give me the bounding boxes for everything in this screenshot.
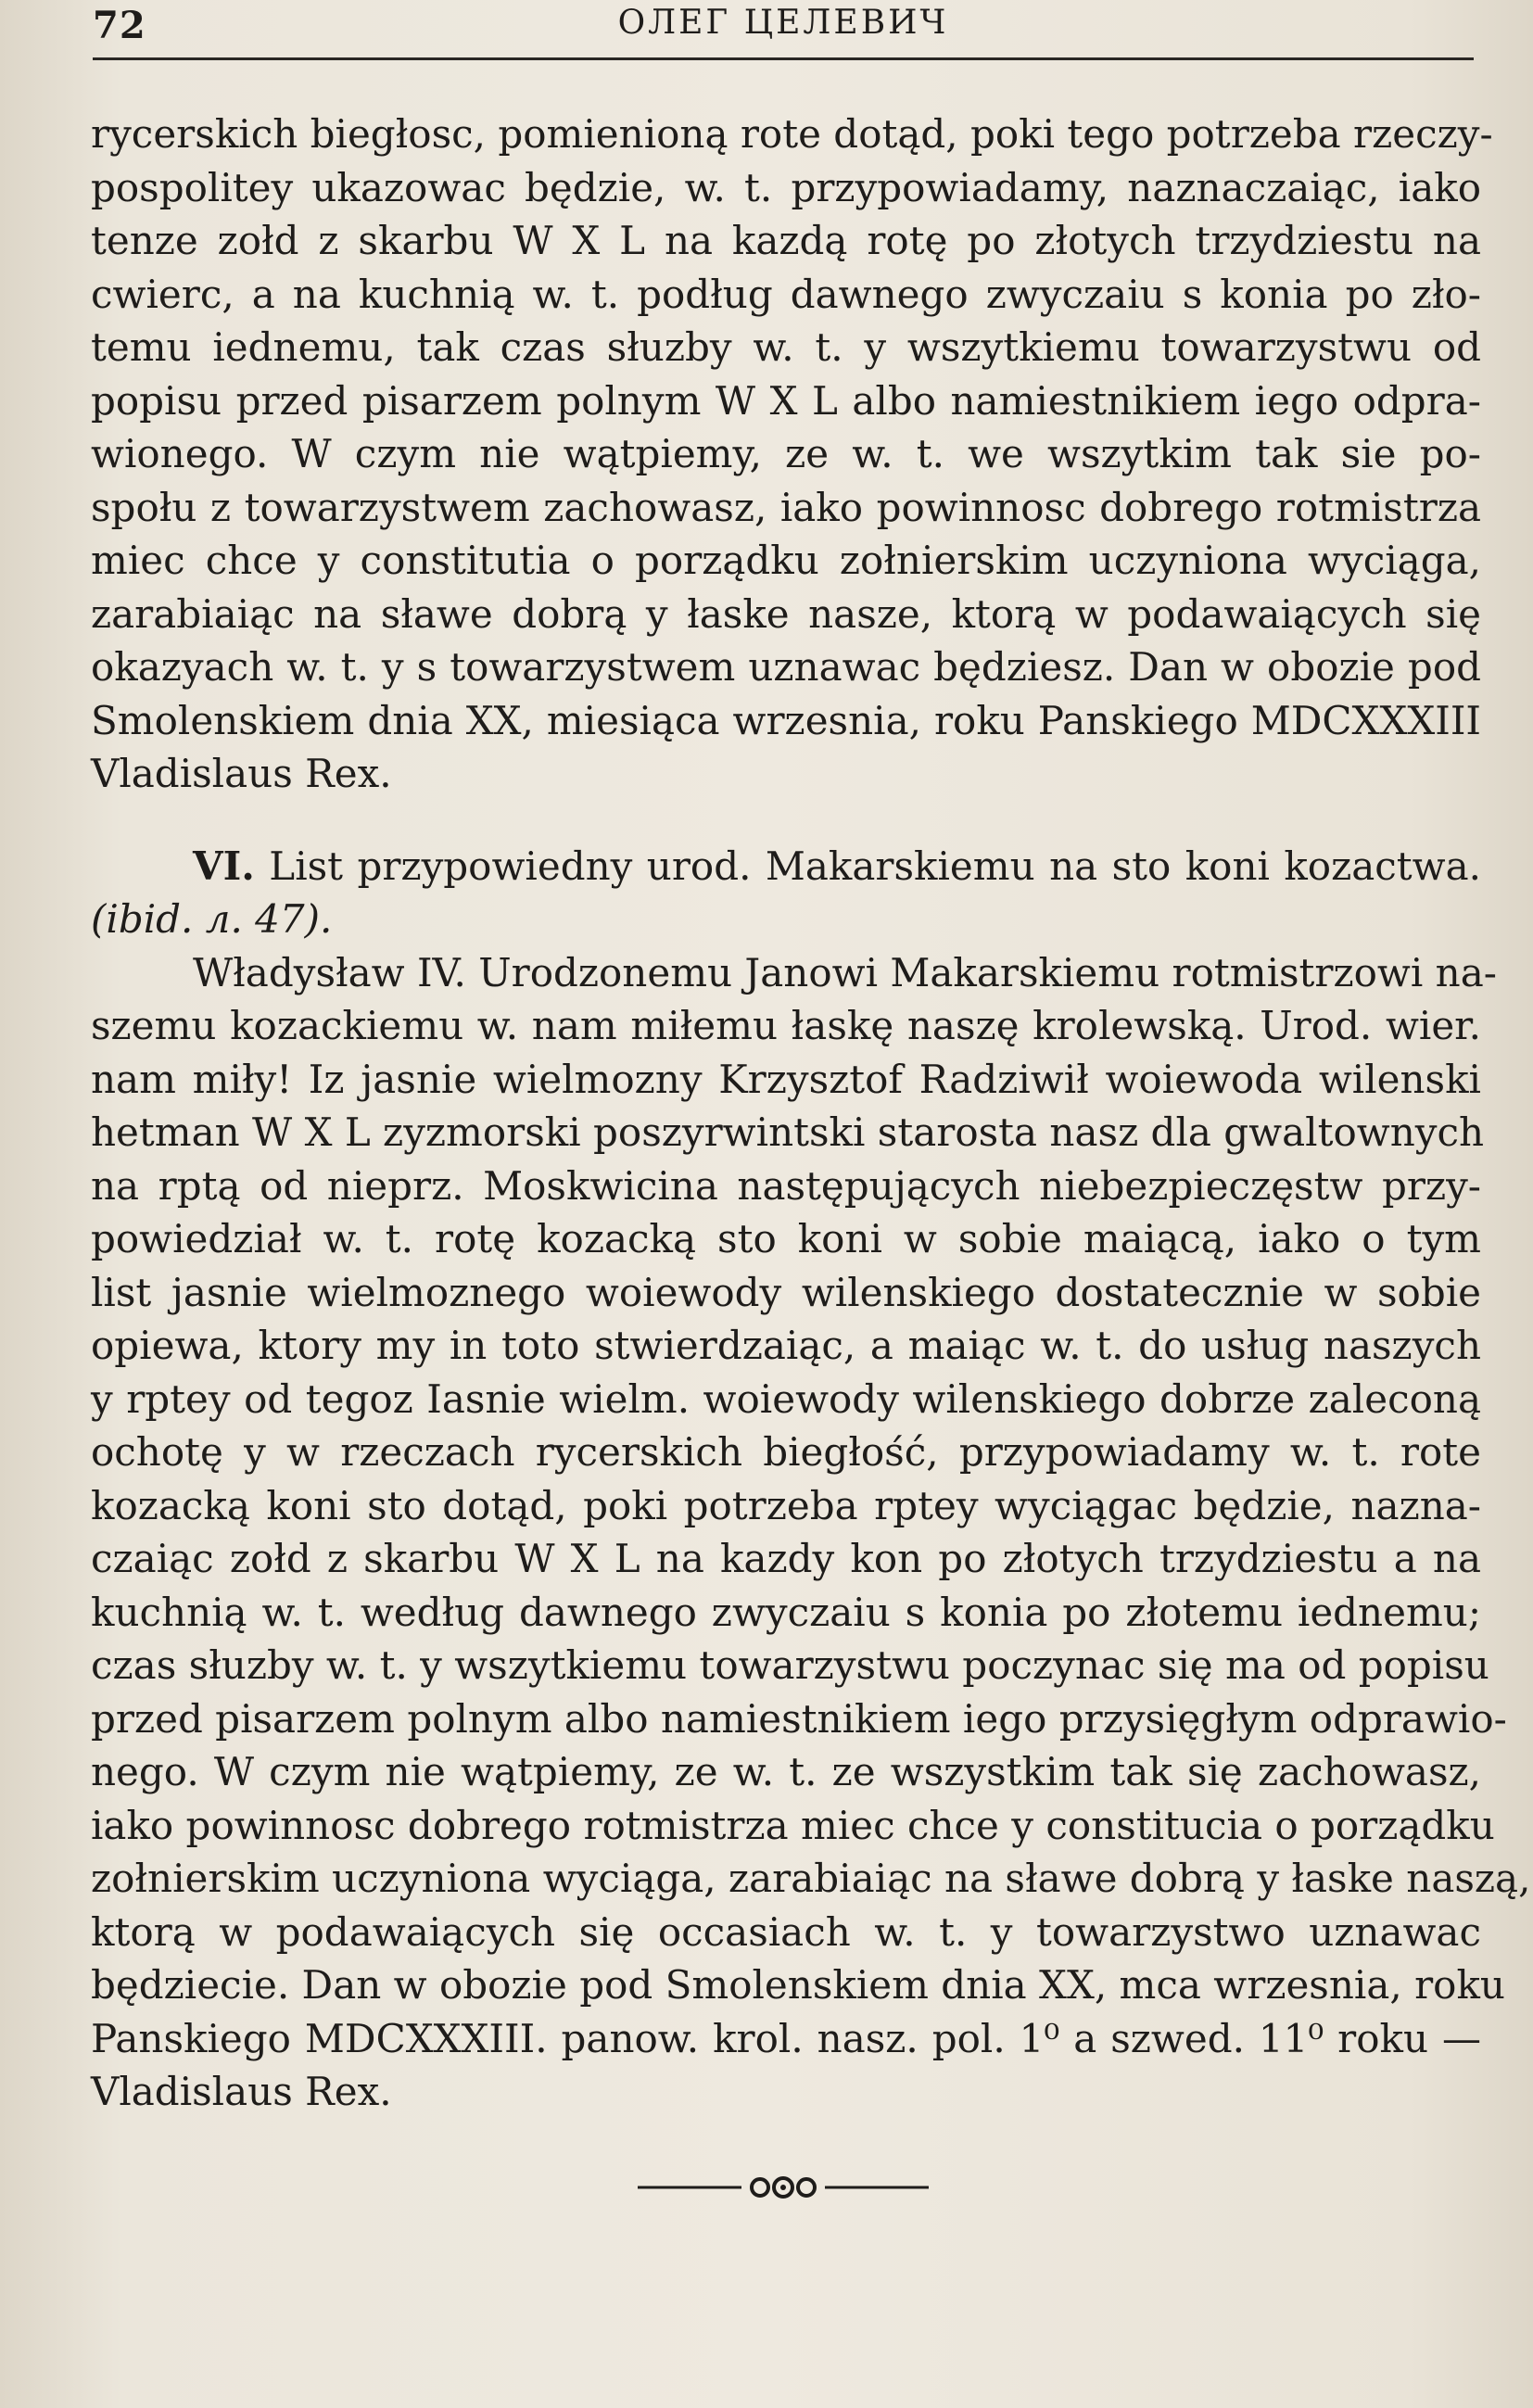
text-line: powiedział w. t. rotę kozacką sto koni w sobie maiącą, iako o tym xyxy=(91,1216,1481,1261)
text-line: ochotę y w rzeczach rycerskich biegłość, przypowiadamy w. t. rote xyxy=(91,1429,1481,1475)
text-line: zarabiaiąc na sławe dobrą y łaske nasze, ktorą w podawaiących się xyxy=(91,590,1481,637)
text-line: ktorą w podawaiących się occasiach w. t. y towarzystwo uznawac xyxy=(91,1908,1481,1955)
text-line: zołnierskim uczyniona wyciąga, zarabiaiąc na sławe dobrą y łaske naszą, xyxy=(91,1856,1531,1901)
document-heading xyxy=(91,840,1481,946)
document-text xyxy=(91,946,1531,2119)
document-number: VI. xyxy=(193,843,255,889)
text-line: nego. W czym nie wątpiemy, ze w. t. ze wszystkim tak się zachowasz, xyxy=(91,1749,1481,1794)
text-line: Władysław IV. Urodzonemu Janowi Makarskiemu rotmistrzowi na- xyxy=(193,949,1497,995)
text-line: pospolitey ukazowac będzie, w. t. przypowiadamy, naznaczaiąc, iako xyxy=(91,164,1481,210)
text-line: opiewa, ktory my in toto stwierdzaiąc, a maiąc w. t. do usług naszych xyxy=(91,1323,1481,1368)
text-line: Panskiego MDCXXXIII. panow. krol. nasz. pol. 1⁰ a szwed. 11⁰ roku — xyxy=(91,2015,1481,2061)
heading-line xyxy=(91,840,1481,893)
signature-line: Vladislaus Rex. xyxy=(91,751,392,796)
text-line: rycerskich biegłosc, pomienioną rote dotąd, poki tego potrzeba rzeczy- xyxy=(91,111,1493,157)
text-line: hetman W X L zyzmorski poszyrwintski starosta nasz dla gwaltownych xyxy=(91,1109,1485,1155)
running-header xyxy=(93,0,1474,60)
page-body xyxy=(91,108,1531,2119)
text-line: temu iednemu, tak czas słuzby w. t. y wszytkiemu towarzystwu od xyxy=(91,324,1481,370)
text-line: y rptey od tegoz Iasnie wielm. woiewody wilenskiego dobrze zaleconą xyxy=(91,1375,1481,1422)
text-line: cwierc, a na kuchnią w. t. podług dawnego zwyczaiu s konia po zło- xyxy=(91,271,1481,317)
text-line: tenze zołd z skarbu W X L na kazdą rotę po złotych trzydziestu na xyxy=(91,218,1481,263)
text-line: czas słuzby w. t. y wszytkiemu towarzystwu poczynac się ma od popisu xyxy=(91,1642,1489,1688)
section-gap xyxy=(91,801,1481,840)
text-line: wionego. W czym nie wątpiemy, ze w. t. we wszytkim tak sie po- xyxy=(91,431,1481,476)
text-line: iako powinnosc dobrego rotmistrza miec chce y constitucia o porządku xyxy=(91,1802,1495,1848)
text-line: okazyach w. t. y s towarzystwem uznawac będziesz. Dan w obozie pod xyxy=(91,644,1481,690)
text-line: przed pisarzem polnym albo namiestnikiem iego przysięgłym odprawio- xyxy=(91,1695,1507,1742)
paragraph-continuation xyxy=(91,108,1493,801)
text-line: szemu kozackiemu w. nam miłemu łaskę naszę krolewską. Urod. wier. xyxy=(91,1003,1481,1048)
text-line: popisu przed pisarzem polnym W X L albo namiestnikiem iego odpra- xyxy=(91,377,1481,424)
text-line: kozacką koni sto dotąd, poki potrzeba rptey wyciągac będzie, nazna- xyxy=(91,1482,1481,1528)
text-line: Smolenskiem dnia XX, miesiąca wrzesnia, roku Panskiego MDCXXXIII xyxy=(91,697,1481,743)
text-line: na rptą od nieprz. Moskwicina następujących niebezpieczęstw przy- xyxy=(91,1162,1481,1209)
text-line: społu z towarzystwem zachowasz, iako powinnosc dobrego rotmistrza xyxy=(91,484,1481,530)
text-line: będziecie. Dan w obozie pod Smolenskiem dnia XX, mca wrzesnia, roku xyxy=(91,1962,1505,2008)
document-source: (ibid. л. 47). xyxy=(91,896,333,942)
text-line: nam miły! Iz jasnie wielmozny Krzysztof Radziwił woiewoda wilenski xyxy=(91,1056,1481,1102)
text-line: miec chce y constitutia o porządku zołnierskim uczyniona wyciąga, xyxy=(91,538,1481,583)
text-line: czaiąc zołd z skarbu W X L na kazdy kon po złotych trzydziestu a na xyxy=(91,1536,1481,1581)
ornament-icon xyxy=(630,2169,936,2206)
author-header: ОЛЕГ ЦЕЛЕВИЧ xyxy=(617,4,949,42)
text-line: list jasnie wielmoznego woiewody wilenskiego dostatecznie w sobie xyxy=(91,1269,1481,1315)
document-title: List przypowiedny urod. Makarskiemu na sto koni kozactwa. xyxy=(269,843,1482,889)
page-number: 72 xyxy=(93,4,146,47)
text-line: kuchnią w. t. według dawnego zwyczaiu s konia po złotemu iednemu; xyxy=(91,1589,1481,1635)
signature-line: Vladislaus Rex. xyxy=(91,2069,392,2114)
